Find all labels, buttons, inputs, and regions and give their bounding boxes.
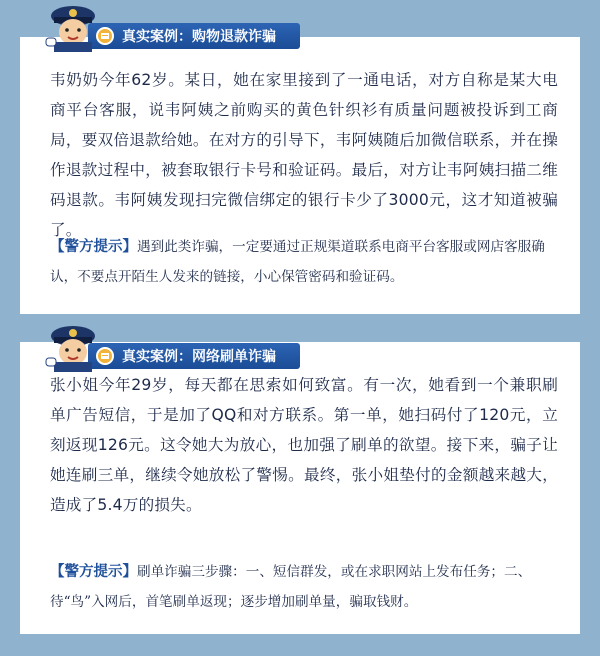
case-banner xyxy=(88,343,300,369)
police-tip xyxy=(50,232,558,292)
police-tip-text: 遇到此类诈骗，一定要通过正规渠道联系电商平台客服或网店客服确认，不要点开陌生人发来的链接，小心保管密码和验证码。 xyxy=(50,239,545,285)
police-tip-label: 【警方提示】 xyxy=(50,564,137,580)
police-officer-icon xyxy=(42,322,104,372)
case-story: 张小姐今年29岁，每天都在思索如何致富。有一次，她看到一个兼职刷单广告短信，于是加了QQ和对方联系。第一单，她扫码付了120元，立刻返现126元。这令她大为放心，也加强了刷单的欲望。接下来，骗子让她连刷三单，继续令她放松了警惕。最终，张小姐垫付的金额越来越大，造成了5.4万的损失。 xyxy=(50,376,558,514)
police-tip-text: 刷单诈骗三步骤：一、短信群发，或在求职网站上发布任务；二、待“鸟”入网后，首笔刷单返现；逐步增加刷单量，骗取钱财。 xyxy=(50,564,532,610)
police-tip xyxy=(50,557,558,617)
case-card-brushing-order xyxy=(20,342,580,634)
case-banner-title: 真实案例：购物退款诈骗 xyxy=(122,29,276,45)
case-banner-title: 真实案例：网络刷单诈骗 xyxy=(122,349,276,365)
case-story: 韦奶奶今年62岁。某日，她在家里接到了一通电话，对方自称是某大电商平台客服，说韦阿姨之前购买的黄色针织衫有质量问题被投诉到工商局，要双倍退款给她。在对方的引导下，韦阿姨随后加微信联系，并在操作退款过程中，被套取银行卡号和验证码。最后，对方让韦阿姨扫描二维码退款。韦阿姨发现扫完微信绑定的银行卡少了3000元，这才知道被骗了。 xyxy=(50,71,558,239)
case-banner xyxy=(88,23,300,49)
police-tip-label: 【警方提示】 xyxy=(50,239,137,255)
case-card-shopping-refund xyxy=(20,37,580,314)
police-officer-icon xyxy=(42,2,104,52)
